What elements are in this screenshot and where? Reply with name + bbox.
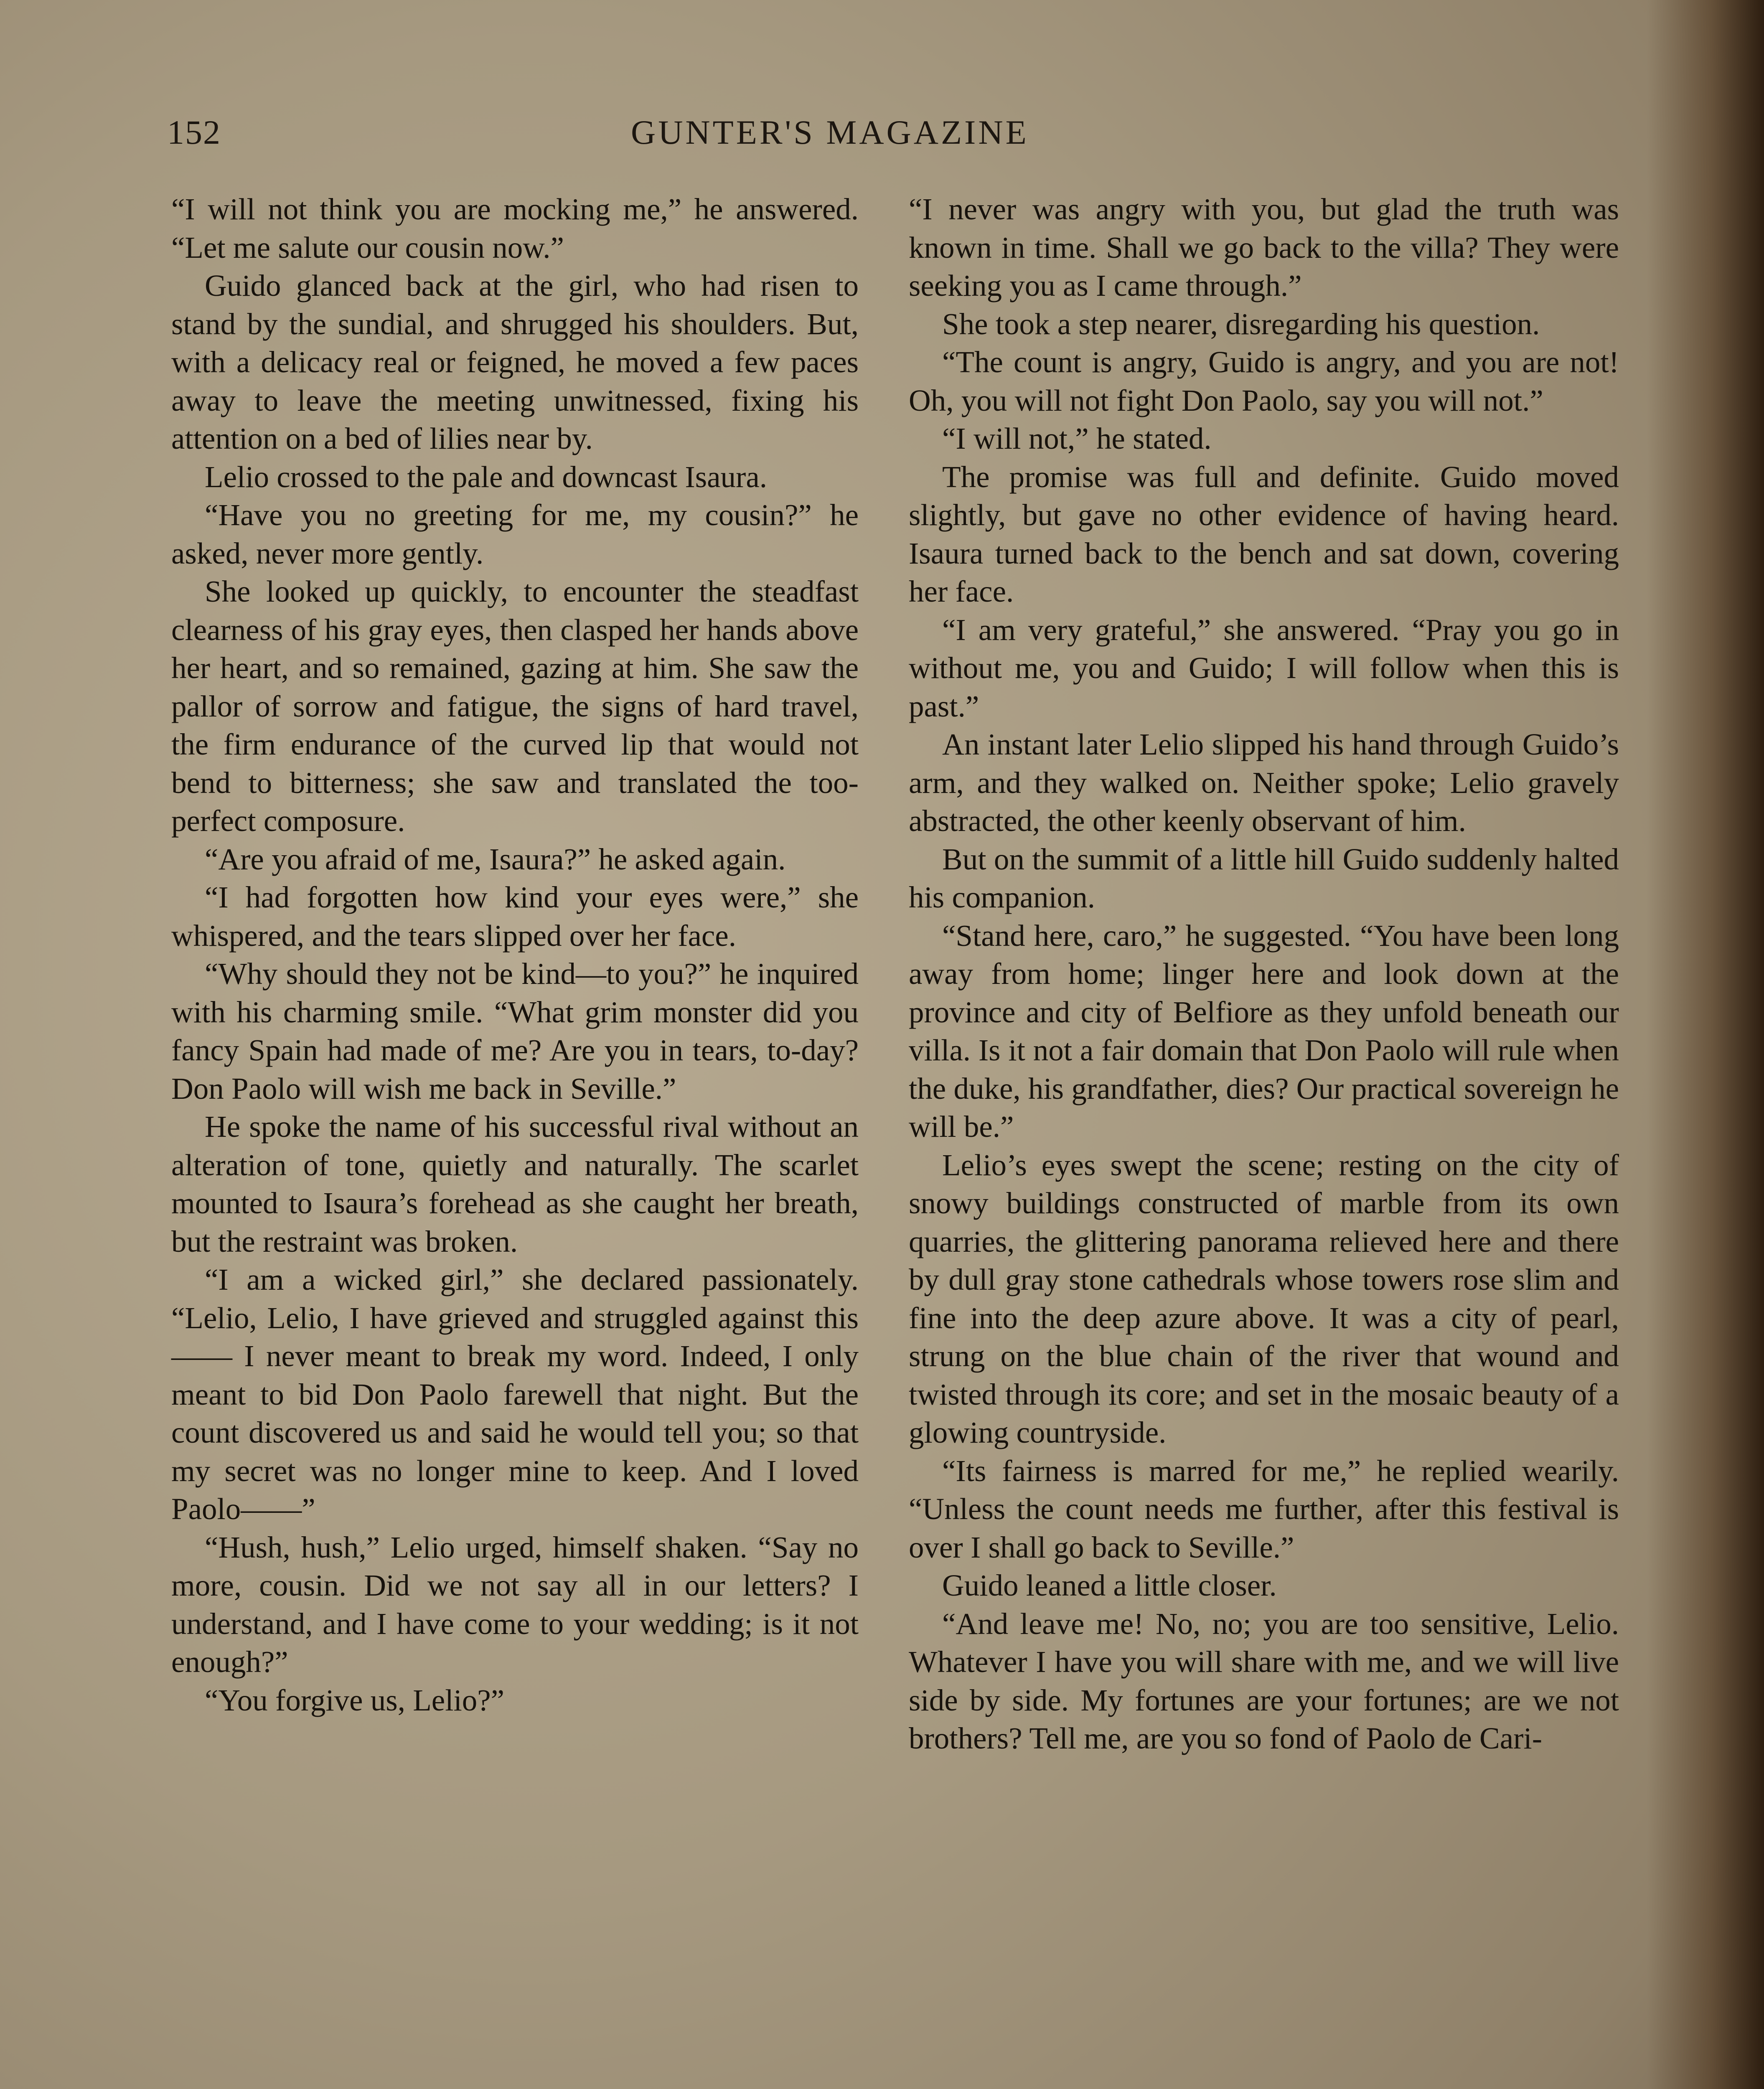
page-header bbox=[167, 113, 1629, 163]
paragraph: The promise was full and definite. Guido moved slightly, but gave no other evidence of having heard. Isaura turned back to the bench and sat down, covering her face. bbox=[909, 460, 1619, 608]
paragraph: “You forgive us, Lelio?” bbox=[205, 1683, 505, 1717]
paragraph: But on the summit of a little hill Guido suddenly halted his companion. bbox=[909, 842, 1619, 914]
paragraph: “Stand here, caro,” he suggested. “You have been long away from home; linger here and look down at the province and city of Belfiore as they unfold beneath our villa. Is it not a fair domain that Don Paolo will rule when the duke, his grandfather, dies? Our practical sovereign he will be.” bbox=[909, 918, 1619, 1144]
paragraph: “Hush, hush,” Lelio urged, himself shaken. “Say no more, cousin. Did we not say all in our letters? I understand, and I have come to your wedding; is it not enough?” bbox=[171, 1530, 859, 1679]
paragraph: “Are you afraid of me, Isaura?” he asked again. bbox=[205, 842, 786, 876]
left-column bbox=[171, 190, 859, 1719]
paragraph: An instant later Lelio slipped his hand through Guido’s arm, and they walked on. Neither spoke; Lelio gravely abstracted, the other keenly observant of him. bbox=[909, 727, 1619, 838]
paragraph: He spoke the name of his successful rival without an alteration of tone, quietly and naturally. The scarlet mounted to Isaura’s forehead as she caught her breath, but the restraint was broken. bbox=[171, 1110, 859, 1258]
paragraph: “I am a wicked girl,” she declared passionately. “Lelio, Lelio, I have grieved and struggled against this—— I never meant to break my word. Indeed, I only meant to bid Don Paolo farewell that night. But the count discovered us and said he would tell you; so that my secret was no longer mine to keep. And I loved Paolo——” bbox=[171, 1263, 859, 1526]
paragraph: “The count is angry, Guido is angry, and you are not! Oh, you will not fight Don Paolo, say you will not.” bbox=[909, 345, 1619, 417]
paragraph: “I had forgotten how kind your eyes were,” she whispered, and the tears slipped over her face. bbox=[171, 880, 859, 953]
paragraph: “And leave me! No, no; you are too sensitive, Lelio. Whatever I have you will share with me, and we will live side by side. My fortunes are your fortunes; are we not brothers? Tell me, are you so fond of Paolo de Cari- bbox=[909, 1606, 1619, 1755]
paragraph: “Why should they not be kind—to you?” he inquired with his charming smile. “What grim monster did you fancy Spain had made of me? Are you in tears, to-day? Don Paolo will wish me back in Seville.” bbox=[171, 957, 859, 1105]
paragraph: “I will not think you are mocking me,” he answered. “Let me salute our cousin now.” bbox=[171, 192, 859, 264]
paragraph: Guido glanced back at the girl, who had risen to stand by the sundial, and shrugged his shoulders. But, with a delicacy real or feigned, he moved a few paces away to leave the meeting unwitnessed, fixing his attention on a bed of lilies near by. bbox=[171, 269, 859, 455]
page-number: 152 bbox=[167, 113, 221, 151]
paragraph: “I will not,” he stated. bbox=[942, 422, 1212, 455]
paragraph: “I am very grateful,” she answered. “Pray you go in without me, you and Guido; I will follow when this is past.” bbox=[909, 612, 1619, 723]
paragraph: Guido leaned a little closer. bbox=[942, 1568, 1277, 1602]
paragraph: Lelio’s eyes swept the scene; resting on the city of snowy buildings constructed of marble from its own quarries, the glittering panorama relieved here and there by dull gray stone cathedrals whose towers rose slim and fine into the deep azure above. It was a city of pearl, strung on the blue chain of the river that wound and twisted through its core; and set in the mosaic beauty of a glowing countryside. bbox=[909, 1148, 1619, 1449]
paragraph: She took a step nearer, disregarding his question. bbox=[942, 307, 1540, 341]
running-head: GUNTER'S MAGAZINE bbox=[631, 113, 1029, 151]
paragraph: “I never was angry with you, but glad the truth was known in time. Shall we go back to the villa? They were seeking you as I came through.” bbox=[909, 192, 1619, 302]
paragraph: Lelio crossed to the pale and downcast Isaura. bbox=[205, 460, 767, 494]
paragraph: She looked up quickly, to encounter the steadfast clearness of his gray eyes, then clasped her hands above her heart, and so remained, gazing at him. She saw the pallor of sorrow and fatigue, the signs of hard travel, the firm endurance of the curved lip that would not bend to bitterness; she saw and translated the too-perfect composure. bbox=[171, 574, 859, 838]
paragraph: “Its fairness is marred for me,” he replied wearily. “Unless the count needs me further, after this festival is over I shall go back to Seville.” bbox=[909, 1454, 1619, 1564]
paragraph: “Have you no greeting for me, my cousin?” he asked, never more gently. bbox=[171, 498, 859, 570]
right-column bbox=[909, 190, 1619, 1758]
